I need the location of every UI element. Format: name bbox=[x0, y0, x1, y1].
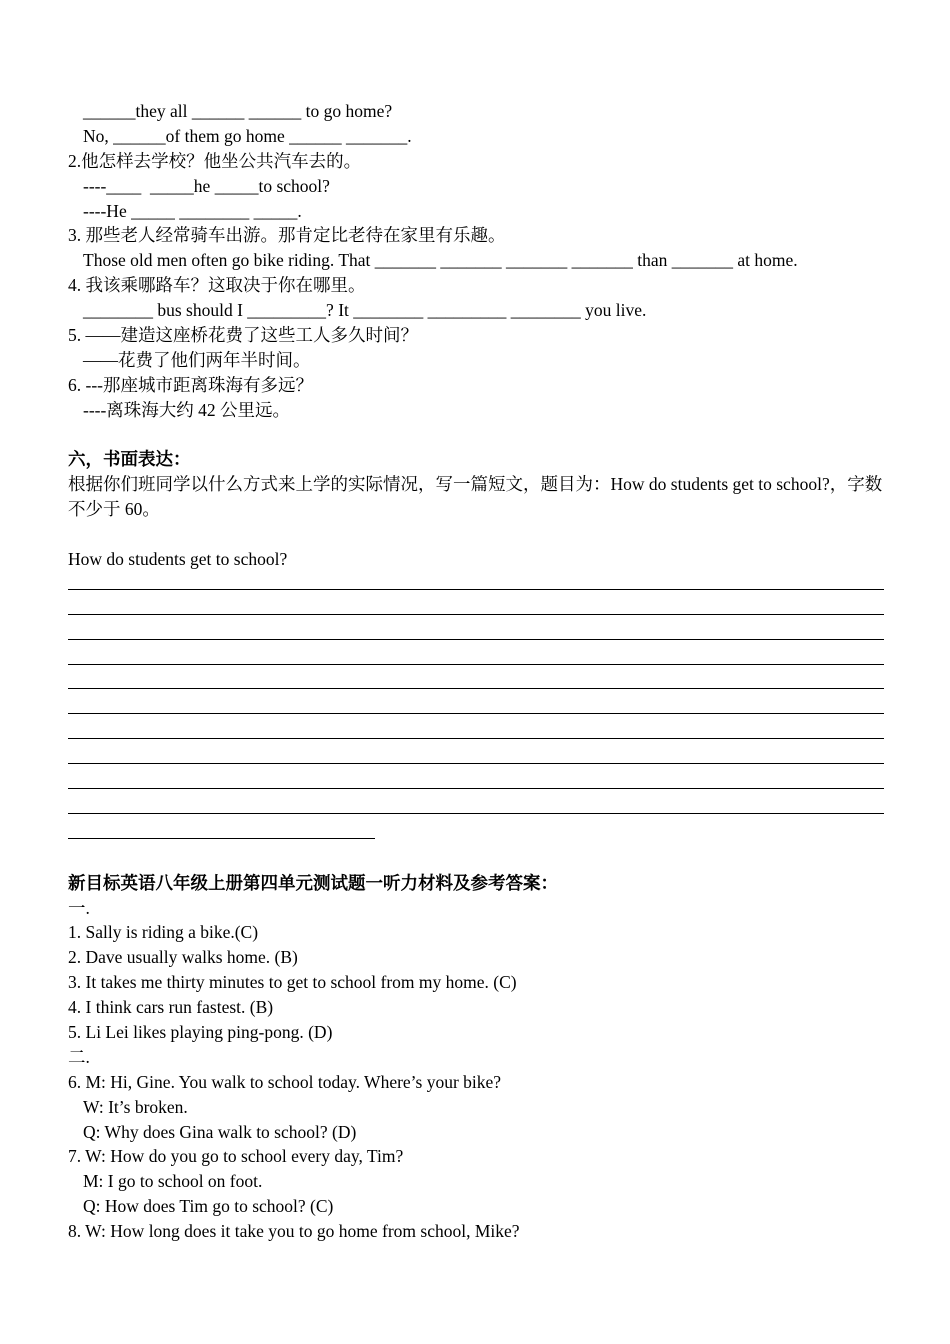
translation-q3-line1: Those old men often go bike riding. That _______ _______ _______ _______ than _______ at home. bbox=[83, 250, 798, 271]
writing-line bbox=[68, 572, 884, 597]
writing-heading: 六，书面表达： bbox=[68, 449, 191, 470]
dialogue-line: 8. W: How long does it take you to go home from school, Mike? bbox=[68, 1221, 520, 1242]
dialogue-question: Q: How does Tim go to school? (C) bbox=[83, 1196, 334, 1217]
translation-q2-prompt: 2.他怎样去学校？他坐公共汽车去的。 bbox=[68, 150, 362, 171]
answers-part1-item: 3. It takes me thirty minutes to get to school from my home. (C) bbox=[68, 972, 517, 993]
translation-q4-prompt: 4. 我该乘哪路车？这取决于你在哪里。 bbox=[68, 275, 366, 296]
answers-part2-label: 二. bbox=[68, 1046, 90, 1067]
writing-line bbox=[68, 597, 884, 622]
writing-line bbox=[68, 771, 884, 796]
dialogue-line: M: I go to school on foot. bbox=[83, 1171, 263, 1192]
writing-line bbox=[68, 622, 884, 647]
translation-q4-line1: ________ bus should I _________? It ________ _________ ________ you live. bbox=[83, 300, 647, 321]
answers-part1-item: 4. I think cars run fastest. (B) bbox=[68, 997, 274, 1018]
answers-part1-label: 一. bbox=[68, 897, 90, 918]
writing-line bbox=[68, 746, 884, 771]
dialogue-line: 7. W: How do you go to school every day, Tim? bbox=[68, 1146, 404, 1167]
dialogue-line: 6. M: Hi, Gine. You walk to school today. Where’s your bike? bbox=[68, 1071, 502, 1092]
writing-line bbox=[68, 696, 884, 721]
spacer bbox=[68, 846, 884, 871]
writing-instruction: 根据你们班同学以什么方式来上学的实际情况，写一篇短文，题目为：How do students get to school?，字数不少于 60。 bbox=[68, 474, 883, 520]
translation-q1-line1: ______they all ______ ______ to go home? bbox=[83, 101, 393, 121]
writing-title: How do students get to school? bbox=[68, 549, 288, 570]
translation-q2-line2: ----He _____ ________ _____. bbox=[83, 200, 302, 221]
translation-q6-answer: ----离珠海大约 42 公里远。 bbox=[83, 399, 291, 420]
dialogue-line: W: It’s broken. bbox=[83, 1096, 188, 1117]
translation-q2-line1: ----____ _____he _____to school? bbox=[83, 175, 330, 196]
spacer bbox=[68, 522, 884, 547]
answers-part1-item: 1. Sally is riding a bike.(C) bbox=[68, 922, 259, 943]
translation-q6-prompt: 6. ---那座城市距离珠海有多远？ bbox=[68, 374, 313, 395]
answers-heading: 新目标英语八年级上册第四单元测试题一听力材料及参考答案： bbox=[68, 872, 558, 893]
spacer bbox=[68, 423, 884, 448]
writing-line bbox=[68, 647, 884, 672]
translation-q5-answer: ——花费了他们两年半时间。 bbox=[83, 349, 311, 370]
translation-q5-prompt: 5. ——建造这座桥花费了这些工人多久时间？ bbox=[68, 325, 418, 346]
writing-line bbox=[68, 672, 884, 697]
writing-line bbox=[68, 721, 884, 746]
writing-line bbox=[68, 796, 884, 821]
translation-q3-prompt: 3. 那些老人经常骑车出游。那肯定比老待在家里有乐趣。 bbox=[68, 225, 506, 246]
translation-q1-line2: No, ______of them go home ______ _______. bbox=[83, 125, 412, 146]
answers-part1-item: 5. Li Lei likes playing ping-pong. (D) bbox=[68, 1021, 333, 1042]
writing-line bbox=[68, 821, 375, 846]
answers-part1-item: 2. Dave usually walks home. (B) bbox=[68, 947, 298, 968]
document-page bbox=[68, 99, 884, 1244]
writing-lines bbox=[68, 572, 884, 846]
dialogue-question: Q: Why does Gina walk to school? (D) bbox=[83, 1121, 357, 1142]
